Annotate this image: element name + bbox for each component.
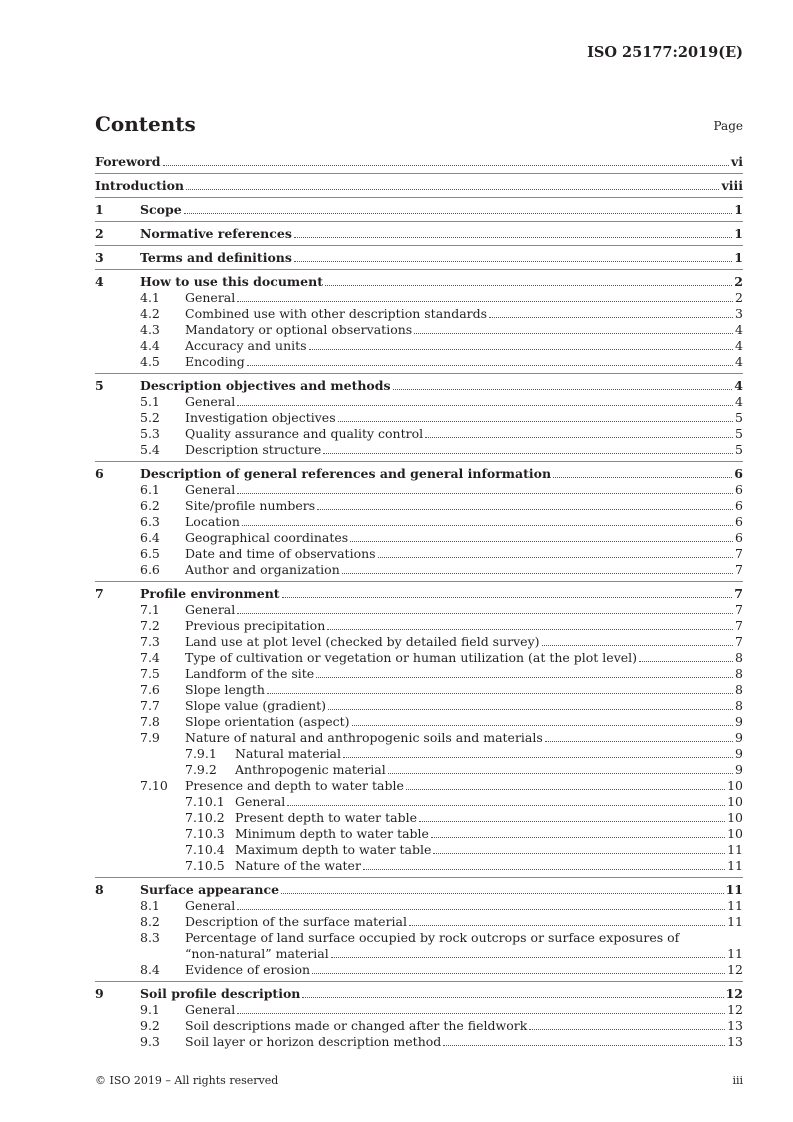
toc-entry-title: Description structure: [185, 442, 322, 457]
dot-leader: [433, 842, 725, 854]
dot-leader: [409, 914, 725, 926]
dot-leader: [343, 746, 733, 758]
toc-entry-page: 11: [727, 842, 743, 857]
toc-entry-title-line1: Percentage of land surface occupied by rock outcrops or surface exposures of: [185, 930, 680, 945]
dot-leader: [294, 226, 732, 238]
toc-entry-title: General: [185, 290, 236, 305]
toc-entry-number: 7.7: [140, 698, 160, 713]
section-divider: [95, 581, 743, 582]
toc-entry-title: Scope: [140, 202, 182, 217]
toc-entry-page: 7: [735, 562, 743, 577]
toc-entry[interactable]: [95, 714, 743, 730]
toc-entry-title: Present depth to water table: [235, 810, 418, 825]
toc-entry-page: 4: [734, 378, 743, 393]
dot-leader: [317, 498, 733, 510]
toc-entry-number: 7.9.1: [185, 746, 217, 761]
toc-entry[interactable]: [95, 666, 743, 682]
toc-entry-number: 5.3: [140, 426, 160, 441]
toc-entry-title: Slope length: [185, 682, 265, 697]
toc-entry-number: 6.3: [140, 514, 160, 529]
dot-leader: [414, 322, 733, 334]
toc-entry-title: Normative references: [140, 226, 292, 241]
toc-entry-number: 7.5: [140, 666, 160, 681]
dot-leader: [237, 482, 733, 494]
toc-entry-title: General: [185, 898, 236, 913]
dot-leader: [282, 586, 733, 598]
toc-entry-number: 6.4: [140, 530, 160, 545]
section-divider: [95, 373, 743, 374]
toc-entry-number: 7.10.2: [185, 810, 225, 825]
section-divider: [95, 877, 743, 878]
dot-leader: [325, 274, 732, 286]
toc-entry[interactable]: [95, 914, 743, 930]
toc-entry[interactable]: [95, 698, 743, 714]
toc-entry-page: 10: [727, 778, 743, 793]
dot-leader: [281, 882, 724, 894]
toc-entry[interactable]: [95, 794, 743, 810]
toc-entry-number: 7.4: [140, 650, 160, 665]
dot-leader: [431, 826, 725, 838]
toc-entry[interactable]: [95, 514, 743, 530]
dot-leader: [363, 858, 725, 870]
toc-entry-page: 4: [735, 394, 743, 409]
toc-entry[interactable]: [95, 730, 743, 746]
dot-leader: [529, 1018, 725, 1030]
toc-entry-page: 8: [735, 698, 743, 713]
toc-entry-title: Location: [185, 514, 240, 529]
toc-entry[interactable]: [95, 586, 743, 602]
toc-entry-title: Investigation objectives: [185, 410, 336, 425]
toc-entry-page: 6: [735, 530, 743, 545]
toc-entry-title: Mandatory or optional observations: [185, 322, 413, 337]
toc-entry-page: 6: [735, 498, 743, 513]
toc-entry[interactable]: [95, 634, 743, 650]
dot-leader: [327, 618, 733, 630]
toc-entry[interactable]: [95, 178, 743, 194]
dot-leader: [294, 250, 732, 262]
dot-leader: [316, 666, 733, 678]
section-divider: [95, 461, 743, 462]
dot-leader: [242, 514, 733, 526]
toc-entry-page: 13: [727, 1034, 743, 1049]
toc-entry-number: 8.1: [140, 898, 160, 913]
toc-entry-title: Site/profile numbers: [185, 498, 316, 513]
dot-leader: [639, 650, 733, 662]
dot-leader: [247, 354, 733, 366]
toc-entry-page: 4: [735, 354, 743, 369]
toc-entry-title: “non-natural” material: [185, 946, 329, 961]
toc-entry-number: 9.1: [140, 1002, 160, 1017]
dot-leader: [350, 530, 733, 542]
toc-entry[interactable]: [95, 650, 743, 666]
toc-entry-title: Encoding: [185, 354, 245, 369]
dot-leader: [342, 562, 733, 574]
toc-entry-number: 7.10.5: [185, 858, 225, 873]
toc-entry-page: 1: [734, 202, 743, 217]
toc-entry-page: 6: [735, 514, 743, 529]
toc-entry[interactable]: [95, 274, 743, 290]
toc-entry-number: 9.3: [140, 1034, 160, 1049]
toc-entry-page: 1: [734, 226, 743, 241]
toc-entry-page: 2: [735, 290, 743, 305]
toc-entry-title: Terms and definitions: [140, 250, 292, 265]
toc-entry-title: Natural material: [235, 746, 342, 761]
toc-entry[interactable]: [95, 602, 743, 618]
toc-entry[interactable]: [95, 378, 743, 394]
toc-entry-page: 4: [735, 338, 743, 353]
toc-entry-number: 8: [95, 882, 104, 897]
toc-entry-page: 11: [727, 898, 743, 913]
dot-leader: [184, 202, 733, 214]
toc-entry[interactable]: [95, 322, 743, 338]
dot-leader: [287, 794, 725, 806]
toc-entry-number: 4.3: [140, 322, 160, 337]
toc-entry[interactable]: [95, 762, 743, 778]
toc-entry-page: 11: [727, 858, 743, 873]
toc-entry-number: 6.6: [140, 562, 160, 577]
toc-entry-title: Type of cultivation or vegetation or human utilization (at the plot level): [185, 650, 638, 665]
toc-entry[interactable]: [95, 1002, 743, 1018]
dot-leader: [237, 898, 725, 910]
toc-entry-page: 13: [727, 1018, 743, 1033]
toc-entry-page: 9: [735, 762, 743, 777]
dot-leader: [267, 682, 733, 694]
toc-entry-title: Quality assurance and quality control: [185, 426, 424, 441]
dot-leader: [312, 962, 725, 974]
toc-entry[interactable]: [95, 826, 743, 842]
toc-entry[interactable]: [95, 546, 743, 562]
dot-leader: [388, 762, 733, 774]
toc-entry-number: 7.6: [140, 682, 160, 697]
dot-leader: [393, 378, 733, 390]
toc-entry-title: General: [185, 1002, 236, 1017]
toc-entry-number: 5.4: [140, 442, 160, 457]
dot-leader: [309, 338, 733, 350]
toc-entry-page: 8: [735, 650, 743, 665]
dot-leader: [186, 178, 719, 190]
toc-entry-title: Anthropogenic material: [235, 762, 386, 777]
toc-entry[interactable]: [95, 930, 743, 962]
dot-leader: [545, 730, 733, 742]
toc-entry-page: 2: [734, 274, 743, 289]
toc-entry-page: 4: [735, 322, 743, 337]
toc-entry-title: Previous precipitation: [185, 618, 326, 633]
toc-entry-number: 7.10.4: [185, 842, 225, 857]
toc-entry[interactable]: [95, 562, 743, 578]
toc-entry[interactable]: [95, 530, 743, 546]
toc-entry-page: 7: [734, 586, 743, 601]
toc-entry-number: 5.1: [140, 394, 160, 409]
toc-entry-title: How to use this document: [140, 274, 323, 289]
toc-entry[interactable]: [95, 858, 743, 874]
toc-entry-page: 7: [735, 634, 743, 649]
toc-entry-page: 11: [727, 914, 743, 929]
section-divider: [95, 221, 743, 222]
toc-entry-page: 10: [727, 794, 743, 809]
toc-entry[interactable]: [95, 618, 743, 634]
toc-entry[interactable]: [95, 482, 743, 498]
toc-entry-number: 6.5: [140, 546, 160, 561]
toc-entry[interactable]: [95, 306, 743, 322]
toc-entry-number: 2: [95, 226, 104, 241]
toc-entry-page: 12: [725, 986, 743, 1001]
toc-entry-title: General: [185, 394, 236, 409]
copyright-notice: © ISO 2019 – All rights reserved: [95, 1074, 279, 1087]
toc-entry[interactable]: [95, 842, 743, 858]
toc-entry[interactable]: [95, 410, 743, 426]
toc-entry-number: 7.10.3: [185, 826, 225, 841]
dot-leader: [237, 394, 733, 406]
toc-entry-title: Nature of the water: [235, 858, 361, 873]
toc-entry-number: 6.2: [140, 498, 160, 513]
dot-leader: [378, 546, 733, 558]
dot-leader: [328, 698, 733, 710]
toc-entry-number: 8.3: [140, 930, 160, 945]
toc-entry-title: General: [235, 794, 286, 809]
toc-entry[interactable]: [95, 442, 743, 458]
dot-leader: [237, 1002, 725, 1014]
dot-leader: [419, 810, 725, 822]
toc-entry-title: General: [185, 602, 236, 617]
dot-leader: [542, 634, 734, 646]
toc-entry-title: Landform of the site: [185, 666, 315, 681]
toc-entry-title: Description of the surface material: [185, 914, 407, 929]
section-divider: [95, 981, 743, 982]
toc-entry-title: Soil layer or horizon description method: [185, 1034, 442, 1049]
toc-entry-page: 5: [735, 442, 743, 457]
dot-leader: [237, 602, 733, 614]
section-divider: [95, 269, 743, 270]
dot-leader: [237, 290, 733, 302]
toc-entry[interactable]: [95, 202, 743, 218]
toc-entry-number: 4.1: [140, 290, 160, 305]
dot-leader: [553, 466, 732, 478]
section-divider: [95, 197, 743, 198]
toc-entry-page: 10: [727, 810, 743, 825]
dot-leader: [406, 778, 725, 790]
toc-entry-title: Minimum depth to water table: [235, 826, 429, 841]
toc-entry-title: Land use at plot level (checked by detailed field survey): [185, 634, 540, 649]
dot-leader: [163, 154, 729, 166]
toc-entry[interactable]: [95, 682, 743, 698]
toc-entry-title: Description of general references and general information: [140, 466, 552, 481]
toc-entry[interactable]: [95, 154, 743, 170]
document-id: ISO 25177:2019(E): [587, 44, 743, 61]
dot-leader: [352, 714, 734, 726]
toc-entry-number: 7.10.1: [185, 794, 225, 809]
toc-entry-number: 9: [95, 986, 104, 1001]
toc-entry-page: 3: [735, 306, 743, 321]
page-column-label: Page: [713, 119, 743, 133]
toc-entry-page: 12: [727, 962, 743, 977]
toc-entry[interactable]: [95, 1034, 743, 1050]
dot-leader: [425, 426, 733, 438]
toc-entry-title: Combined use with other description standards: [185, 306, 488, 321]
toc-entry[interactable]: [95, 394, 743, 410]
toc-entry-title: Author and organization: [185, 562, 340, 577]
toc-entry[interactable]: [95, 290, 743, 306]
toc-entry-page: 11: [727, 946, 743, 961]
toc-entry-number: 6: [95, 466, 104, 481]
toc-entry-page: 11: [725, 882, 743, 897]
toc-entry-title: Soil descriptions made or changed after the fieldwork: [185, 1018, 528, 1033]
section-divider: [95, 173, 743, 174]
toc-entry-title: Description objectives and methods: [140, 378, 391, 393]
toc-entry-title: Slope value (gradient): [185, 698, 327, 713]
toc-entry-title: Slope orientation (aspect): [185, 714, 350, 729]
toc-entry-title: Maximum depth to water table: [235, 842, 432, 857]
toc-entry-title: Introduction: [95, 178, 185, 193]
toc-entry-number: 1: [95, 202, 104, 217]
toc-entry-page: 7: [735, 546, 743, 561]
toc-entry-page: 6: [734, 466, 743, 481]
toc-entry[interactable]: [95, 986, 743, 1002]
toc-entry-page: 1: [734, 250, 743, 265]
toc-entry-title: Accuracy and units: [185, 338, 307, 353]
toc-entry-number: 5: [95, 378, 104, 393]
dot-leader: [331, 946, 725, 958]
toc-entry-number: 7.3: [140, 634, 160, 649]
toc-entry-number: 7.2: [140, 618, 160, 633]
toc-entry-title: Geographical coordinates: [185, 530, 349, 545]
toc-entry[interactable]: [95, 778, 743, 794]
dot-leader: [338, 410, 733, 422]
dot-leader: [323, 442, 733, 454]
toc-entry-number: 8.2: [140, 914, 160, 929]
toc-entry-number: 7.9: [140, 730, 160, 745]
toc-entry[interactable]: [95, 746, 743, 762]
toc-entry-number: 6.1: [140, 482, 160, 497]
toc-entry-page: 7: [735, 618, 743, 633]
toc-entry-title: Soil profile description: [140, 986, 301, 1001]
dot-leader: [489, 306, 733, 318]
page-title: Contents: [95, 112, 196, 136]
toc-entry-page: 8: [735, 666, 743, 681]
toc-entry[interactable]: [95, 882, 743, 898]
toc-entry-number: 7.1: [140, 602, 160, 617]
toc-entry-page: 5: [735, 426, 743, 441]
dot-leader: [302, 986, 723, 998]
toc-entry[interactable]: [95, 338, 743, 354]
toc-entry[interactable]: [95, 226, 743, 242]
toc-entry-title: Surface appearance: [140, 882, 280, 897]
section-divider: [95, 245, 743, 246]
toc-entry-number: 7.9.2: [185, 762, 217, 777]
toc-entry-page: 6: [735, 482, 743, 497]
toc-entry[interactable]: [95, 466, 743, 482]
toc-entry-number: 9.2: [140, 1018, 160, 1033]
toc-entry-page: 9: [735, 714, 743, 729]
toc-entry-page: viii: [721, 178, 743, 193]
toc-entry-number: 4.5: [140, 354, 160, 369]
dot-leader: [443, 1034, 725, 1046]
page-number: iii: [732, 1074, 743, 1087]
toc-entry-number: 7.10: [140, 778, 168, 793]
toc-entry-page: 9: [735, 746, 743, 761]
toc-entry[interactable]: [95, 354, 743, 370]
toc-entry-title: General: [185, 482, 236, 497]
toc-entry-title: Foreword: [95, 154, 161, 169]
toc-entry-page: 7: [735, 602, 743, 617]
toc-entry-page: vi: [730, 154, 743, 169]
toc-entry[interactable]: [95, 250, 743, 266]
toc-entry[interactable]: [95, 426, 743, 442]
toc-entry-number: 4.4: [140, 338, 160, 353]
toc-entry-number: 3: [95, 250, 104, 265]
toc-entry-number: 4: [95, 274, 104, 289]
toc-entry-number: 5.2: [140, 410, 160, 425]
toc-entry-number: 7: [95, 586, 104, 601]
toc-entry[interactable]: [95, 1018, 743, 1034]
toc-entry[interactable]: [95, 962, 743, 978]
toc-entry-title: Nature of natural and anthropogenic soils and materials: [185, 730, 543, 745]
toc-entry[interactable]: [95, 498, 743, 514]
toc-entry-title: Presence and depth to water table: [185, 778, 404, 793]
toc-entry-page: 9: [735, 730, 743, 745]
toc-entry-number: 4.2: [140, 306, 160, 321]
toc-entry-number: 7.8: [140, 714, 160, 729]
toc-entry-page: 5: [735, 410, 743, 425]
toc-entry-page: 10: [727, 826, 743, 841]
toc-entry-title: Date and time of observations: [185, 546, 376, 561]
toc-entry-title: Evidence of erosion: [185, 962, 311, 977]
toc-entry[interactable]: [95, 810, 743, 826]
table-of-contents: [95, 154, 743, 1050]
toc-entry[interactable]: [95, 898, 743, 914]
toc-entry-title: Profile environment: [140, 586, 280, 601]
toc-entry-page: 12: [727, 1002, 743, 1017]
toc-entry-number: 8.4: [140, 962, 160, 977]
toc-entry-page: 8: [735, 682, 743, 697]
